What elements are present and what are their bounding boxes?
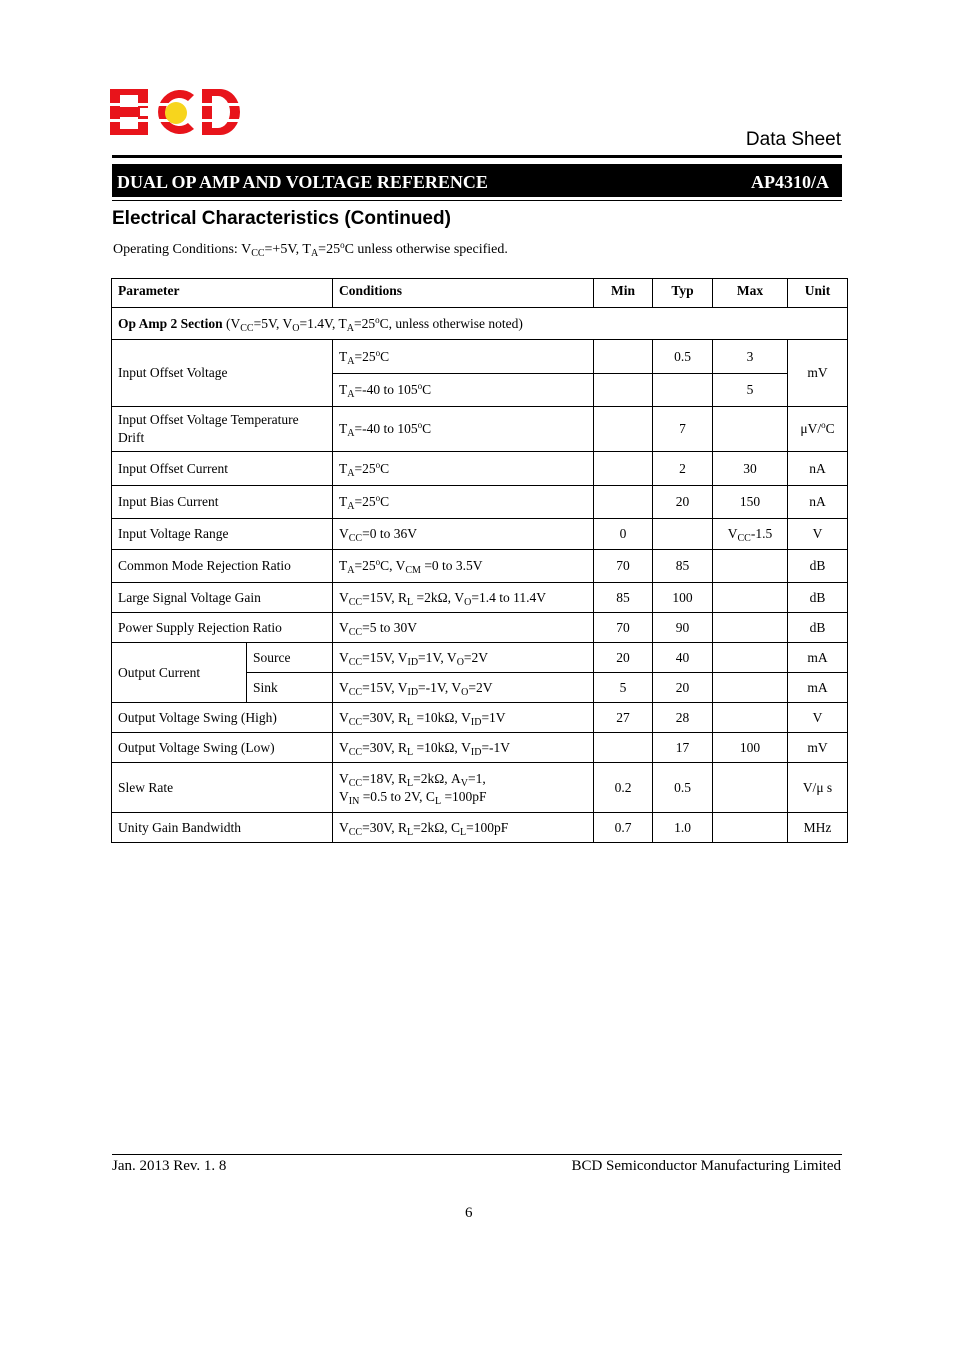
max-cell [713, 583, 788, 613]
electrical-characteristics-table [111, 278, 848, 843]
unit-cell: nA [788, 486, 848, 519]
operating-conditions: Operating Conditions: $V_{CC}=+5V$, $T_A=25^oC$ unless otherwise specified. [113, 240, 508, 259]
unit-cell: dB [788, 550, 848, 583]
max-cell [713, 550, 788, 583]
bcd-logo [110, 89, 240, 135]
table-row [112, 643, 848, 673]
unit-cell: V [788, 519, 848, 550]
max-cell: 3 [713, 340, 788, 374]
param-cell: Common Mode Rejection Ratio [112, 550, 333, 583]
typ-cell: 1.0 [653, 813, 713, 843]
param-cell: Unity Gain Bandwidth [112, 813, 333, 843]
max-cell [713, 763, 788, 813]
param-cell: Output Voltage Swing (High) [112, 703, 333, 733]
typ-cell: 0.5 [653, 340, 713, 374]
min-cell [594, 486, 653, 519]
unit-cell: mV [788, 733, 848, 763]
param-cell: Input Offset Voltage [112, 340, 333, 407]
cond-cell: $T_A=25^oC$, $V_{CM} =0$ to 3.5V [333, 550, 594, 583]
table-row [112, 519, 848, 550]
typ-cell [653, 519, 713, 550]
min-cell: 0 [594, 519, 653, 550]
typ-cell: 40 [653, 643, 713, 673]
table-row [112, 763, 848, 813]
min-cell: 70 [594, 550, 653, 583]
table-row [112, 486, 848, 519]
subparam-cell: Source [247, 643, 333, 673]
unit-cell: MHz [788, 813, 848, 843]
max-cell [713, 407, 788, 452]
min-cell [594, 452, 653, 486]
table-row [112, 733, 848, 763]
cond-cell: $V_{CC}=30V$, $R_L=2k\Omega$, $C_L=100pF$ [333, 813, 594, 843]
footer-rule [112, 1154, 842, 1155]
max-cell [713, 643, 788, 673]
param-cell: Input Bias Current [112, 486, 333, 519]
param-cell: Input Offset Current [112, 452, 333, 486]
title-bar [112, 164, 842, 197]
cond-cell: $V_{CC}=5$ to 30V [333, 613, 594, 643]
header-parameter: Parameter [112, 279, 333, 308]
unit-cell: mA [788, 673, 848, 703]
param-cell: Output Voltage Swing (Low) [112, 733, 333, 763]
param-cell: Slew Rate [112, 763, 333, 813]
doc-type-label: Data Sheet [745, 129, 841, 150]
typ-cell: 85 [653, 550, 713, 583]
cond-cell: $V_{CC}=18V$, $R_L=2k\Omega$, $A_V=1$, $V_{IN} =0.5$ to 2V, $C_L =100pF$ [333, 763, 594, 813]
typ-cell: 100 [653, 583, 713, 613]
max-cell [713, 813, 788, 843]
page-number: 6 [465, 1205, 473, 1221]
min-cell [594, 733, 653, 763]
cond-cell: $T_A=25^oC$ [333, 486, 594, 519]
min-cell: 70 [594, 613, 653, 643]
unit-cell: μV/$^o$C [788, 407, 848, 452]
max-cell: 150 [713, 486, 788, 519]
typ-cell: 2 [653, 452, 713, 486]
min-cell: 0.7 [594, 813, 653, 843]
min-cell: 27 [594, 703, 653, 733]
max-cell: $V_{CC}-1.5$ [713, 519, 788, 550]
header-max: Max [713, 279, 788, 308]
max-cell [713, 613, 788, 643]
min-cell [594, 407, 653, 452]
typ-cell: 17 [653, 733, 713, 763]
typ-cell: 20 [653, 673, 713, 703]
typ-cell [653, 374, 713, 407]
cond-cell: $T_A=25^oC$ [333, 452, 594, 486]
typ-cell: 20 [653, 486, 713, 519]
min-cell: 5 [594, 673, 653, 703]
unit-cell: V/μ s [788, 763, 848, 813]
param-cell: Input Voltage Range [112, 519, 333, 550]
footer-date-rev: Jan. 2013 Rev. 1. 8 [112, 1158, 227, 1174]
cond-cell: $V_{CC}=15V$, $R_L =2k\Omega$, $V_O=1.4$ to 11.4V [333, 583, 594, 613]
unit-cell: mV [788, 340, 848, 407]
unit-cell: V [788, 703, 848, 733]
cond-cell: $T_A=-40$ to 105$^o$C [333, 374, 594, 407]
part-number: AP4310/A [751, 172, 829, 192]
max-cell: 100 [713, 733, 788, 763]
doc-title: DUAL OP AMP AND VOLTAGE REFERENCE [117, 172, 488, 192]
min-cell: 20 [594, 643, 653, 673]
table-row [112, 452, 848, 486]
subparam-cell: Sink [247, 673, 333, 703]
header-min: Min [594, 279, 653, 308]
unit-cell: dB [788, 583, 848, 613]
footer-company: BCD Semiconductor Manufacturing Limited [571, 1158, 841, 1174]
typ-cell: 0.5 [653, 763, 713, 813]
cond-cell: $V_{CC}=15V$, $V_{ID}=1V$, $V_O=2V$ [333, 643, 594, 673]
table-row [112, 340, 848, 374]
table-header-row [112, 279, 848, 308]
header-typ: Typ [653, 279, 713, 308]
unit-cell: dB [788, 613, 848, 643]
typ-cell: 90 [653, 613, 713, 643]
min-cell: 0.2 [594, 763, 653, 813]
cond-cell: $T_A=-40$ to 105$^o$C [333, 407, 594, 452]
param-cell: Output Current [112, 643, 247, 703]
min-cell [594, 340, 653, 374]
param-cell: Power Supply Rejection Ratio [112, 613, 333, 643]
title-underline [112, 200, 842, 201]
max-cell [713, 703, 788, 733]
header-rule [112, 155, 842, 158]
table-row [112, 550, 848, 583]
logo-letter-c [154, 90, 196, 134]
unit-cell: mA [788, 643, 848, 673]
unit-cell: nA [788, 452, 848, 486]
header-unit: Unit [788, 279, 848, 308]
section-heading: Electrical Characteristics (Continued) [112, 208, 451, 229]
header-conditions: Conditions [333, 279, 594, 308]
table-row [112, 613, 848, 643]
typ-cell: 7 [653, 407, 713, 452]
param-cell: Input Offset Voltage Temperature Drift [112, 407, 333, 452]
cond-cell: $T_A=25^oC$ [333, 340, 594, 374]
typ-cell: 28 [653, 703, 713, 733]
max-cell: 30 [713, 452, 788, 486]
cond-cell: $V_{CC}=30V$, $R_L =10k\Omega$, $V_{ID}=1V$ [333, 703, 594, 733]
cond-cell: $V_{CC}=0$ to 36V [333, 519, 594, 550]
table-row [112, 407, 848, 452]
table-row [112, 583, 848, 613]
param-cell: Large Signal Voltage Gain [112, 583, 333, 613]
group-row [112, 308, 848, 340]
table-row [112, 703, 848, 733]
min-cell: 85 [594, 583, 653, 613]
cond-cell: $V_{CC}=15V$, $V_{ID}=-1V$, $V_O=2V$ [333, 673, 594, 703]
min-cell [594, 374, 653, 407]
table-row [112, 813, 848, 843]
logo-letter-b [110, 89, 150, 135]
cond-cell: $V_{CC}=30V$, $R_L =10k\Omega$, $V_{ID}=-1V$ [333, 733, 594, 763]
logo-letter-d [200, 89, 240, 135]
max-cell: 5 [713, 374, 788, 407]
group-label: Op Amp 2 Section ($V_{CC}=5V$, $V_O=1.4V$, $T_A=25^oC$, unless otherwise noted) [112, 308, 848, 340]
max-cell [713, 673, 788, 703]
